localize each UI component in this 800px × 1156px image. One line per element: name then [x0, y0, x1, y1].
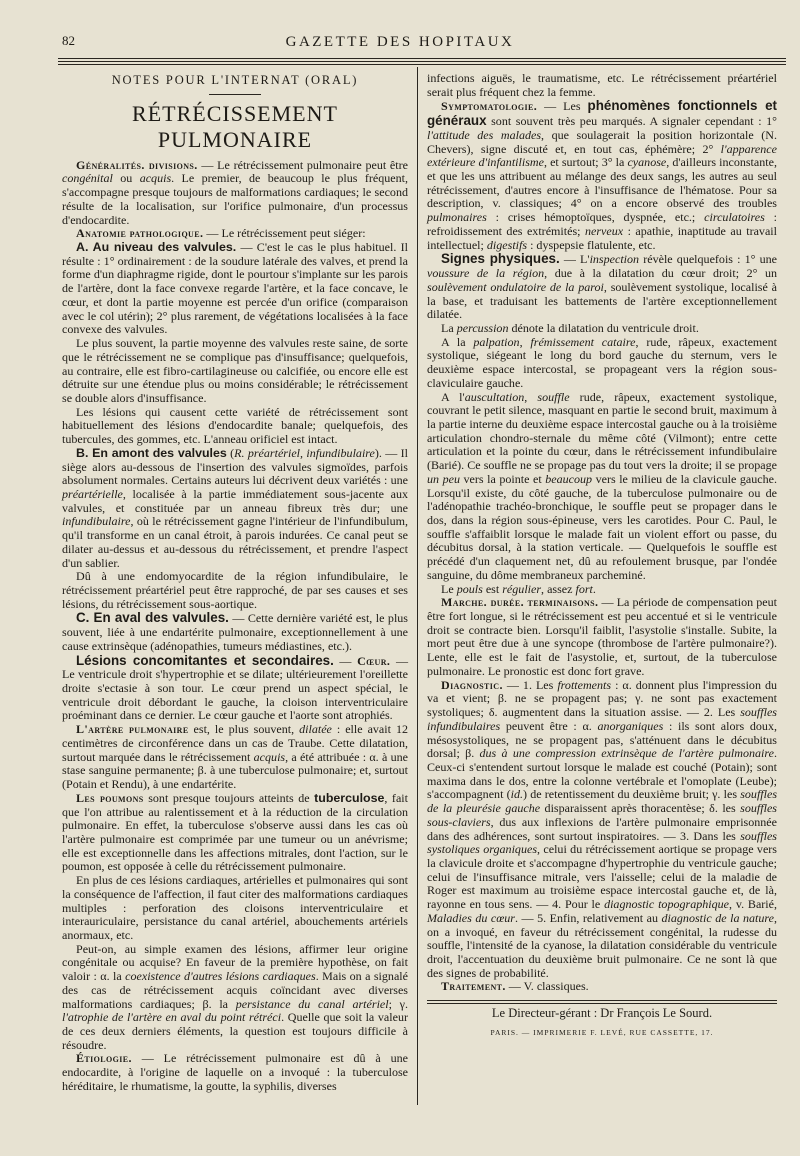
- text-run: ). — Il siège alors au-dessous de l'insertion des valvules sigmoïdes, parfois absolument normales. Certains auteurs lui décrivent deux variétés : une: [62, 445, 408, 488]
- paragraph: [62, 611, 408, 653]
- paragraph: [62, 159, 408, 228]
- text-run: , soulèvement systolique, localisé à la base, et traduisant les battements de l'artère exceptionnellement dilatée.: [427, 279, 777, 322]
- italic-run: R. préartériel, infundibulaire: [234, 445, 375, 460]
- text-run: — Le rétrécissement pulmonaire peut être: [197, 157, 408, 172]
- paragraph: [427, 596, 777, 678]
- text-run: , fait que l'on attribue au ralentissement et à la réduction de la circulation pulmonaire. En effet, la tuberculose s'observe aussi dans les cas où l'artère pulmonaire est comprimée par une tumeur ou un anévrisme; elle est exceptionnelle dans les affections mitrales, dont l'action, sur le poumon, est opposée à celle du rétrécissement pulmonaire.: [62, 790, 408, 874]
- paragraph: Le plus souvent, la partie moyenne des valvules reste saine, de sorte que le rétrécissement ne se complique pas d'insuffisance; quelquefois, au contraire, elle est fibro-cartilagineuse ou calcifiée, ou encore elle est détruite sur une étendue plus ou moins considérable; le rétrécissement se double alors d'insuffisance.: [62, 336, 408, 405]
- italic-run: fort: [575, 581, 593, 596]
- italic-run: beaucoup: [545, 471, 593, 486]
- left-column: [62, 72, 408, 1094]
- text-run: (: [226, 445, 235, 460]
- italic-run: nerveux: [584, 223, 624, 238]
- italic-run: voussure de la région: [427, 266, 545, 281]
- text-run: est, le plus souvent,: [188, 722, 300, 737]
- text-run: Peut-on, au simple examen des lésions, affirmer leur origine congénitale ou acquise? En faveur de la première hypothèse, on fait valoir : α. la: [62, 941, 408, 984]
- italic-run: pulmonaires: [427, 210, 487, 225]
- paragraph: [427, 322, 777, 336]
- text-run: révèle quelquefois : 1° une: [639, 252, 777, 267]
- title-rule: [209, 94, 261, 95]
- paragraph: [427, 391, 777, 583]
- italic-run: circulatoires: [704, 210, 765, 225]
- subsection-heading: C. En aval des valvules.: [76, 610, 229, 626]
- text-run: ou: [112, 171, 140, 186]
- italic-run: diagnostic topographique: [604, 897, 730, 912]
- text-run: La: [441, 320, 457, 335]
- text-run: .: [592, 581, 596, 596]
- text-run: ,: [524, 389, 538, 404]
- italic-run: diagnostic de la nature: [661, 910, 774, 925]
- italic-run: acquis: [253, 749, 286, 764]
- text-run: : elle avait 12 centimètres de circonférence dans un cas de Traube. Cette dilatation, surtout marquée dans le rétrécissement: [62, 722, 408, 764]
- italic-run: inspection: [589, 252, 640, 267]
- text-run: — Les: [537, 99, 588, 114]
- bold-run: phénomènes fonctionnels et généraux: [427, 98, 777, 129]
- text-run: rude, râpeux, exactement systolique, couvrant le petit silence, masquant en partie le second bruit, maximum à la partie interne du deuxième espace intercostal gauche ou à la troisième articulation chondro-sternale du même côté (Vilmont); entre cette articulation et la pointe du cœur, dans le rétrécissement infundibulaire (Barié). Ce souffle ne se propage pas du tout vers la droite; il se propage: [427, 389, 777, 473]
- header-rule: [58, 64, 786, 65]
- text-run: sont presque toujours atteints de: [143, 790, 315, 805]
- paragraph: [427, 252, 777, 322]
- managing-director-line: Le Directeur-gérant : Dr François Le Sourd.: [491, 1006, 713, 1021]
- text-run: peuvent être : α.: [500, 718, 598, 733]
- text-run: — Cette dernière variété est, le plus souvent, liée à une endartérite pulmonaire, exceptionnellement à une cause extrinsèque (adénopathies, tumeurs médiastines, etc.).: [62, 611, 408, 653]
- paragraph: [62, 723, 408, 792]
- text-run: . Quelle que soit la valeur de ces deux derniers éléments, la question est toujours difficile à résoudre.: [62, 1010, 408, 1052]
- text-run: . — 5. Enfin, relativement au: [515, 910, 662, 925]
- paragraph: [62, 1052, 408, 1093]
- text-run: , que soulagerait la position horizontale (N. Chevers), signe discuté et, en tout cas, éphémère; 2°: [427, 127, 777, 156]
- section-lead: Généralités. divisions.: [76, 157, 198, 172]
- italic-run: souffles sous-claviers: [427, 801, 777, 829]
- italic-run: dus à une compression extrinsèque de l'artère pulmonaire: [479, 746, 774, 761]
- italic-run: palpation: [473, 334, 520, 349]
- italic-run: auscultation: [464, 389, 525, 404]
- text-run: — La période de compensation peut être fort longue, si le rétrécissement est peu accentué et si le ventricule droit se contracte bien. Lorsqu'il faiblit, l'asystolie s'installe. Subite, la mort peut être due à une syncope (thrombose de l'artère pulmonaire?). Lente, elle est le fait de l'asystolie, et, surtout, de la tuberculose pulmonaire. Le pronostic est donc fort grave.: [427, 595, 778, 678]
- italic-run: frottements: [557, 677, 612, 692]
- text-run: vers le milieu de la clavicule gauche. Lorsqu'il existe, du côté gauche, de la tuberculose pulmonaire ou de l'adénopathie trachéo-bronchique, le souffle peut se propager dans le dos, dans la région sous-épineuse, vers les carotides. Pour C. Paul, le souffle s'affaiblit lorsque le malade fait un violent effort ou passe, du décubitus dorsal, à la station verticale. — Quelquefois le souffle est précédé d'un claquement net, dû au refoulement brusque, par l'ondée sanguine, du dôme membraneux parcheminé.: [427, 471, 777, 582]
- italic-run: pouls: [456, 581, 483, 596]
- printer-imprint: PARIS. — IMPRIMERIE F. LEVÉ, RUE CASSETTE, 17.: [490, 1027, 714, 1037]
- text-run: , v. Barié,: [729, 897, 778, 912]
- paragraph: [62, 654, 408, 724]
- italic-run: l'atrophie de l'artère en aval du point rétréci: [62, 1010, 282, 1025]
- paragraph: [62, 447, 408, 570]
- text-run: — Le rétrécissement peut siéger:: [203, 226, 366, 241]
- italic-run: souffle: [537, 389, 570, 404]
- text-run: — Le rétrécissement pulmonaire est dû à une endocardite, à l'origine de laquelle on a invoqué : la tuberculose héréditaire, le rhumatisme, la goutte, la syphilis, diverses: [62, 1051, 408, 1093]
- text-run: est: [482, 581, 503, 596]
- section-lead: Étiologie.: [76, 1051, 132, 1066]
- italic-run: l'attitude des malades: [427, 127, 542, 142]
- italic-run: souffles infundibulaires: [427, 705, 777, 733]
- italic-run: frémissement cataire: [530, 334, 636, 349]
- italic-run: l'apparence extérieure d'infantilisme: [427, 141, 777, 170]
- text-run: , localisée à la partie immédiatement sous-jacente aux valvules, et constituée par un anneau fibreux très dur; une: [62, 486, 408, 515]
- page-number: 82: [62, 33, 75, 48]
- paragraph: [427, 980, 777, 994]
- text-run: vers la pointe et: [459, 471, 546, 486]
- italic-run: congénital: [62, 171, 113, 186]
- text-run: , dus aux inflexions de l'artère pulmonaire emprisonnée dans des adhérences, sont surtout inspiratoires. — 3. Dans les: [427, 814, 777, 843]
- text-run: — C'est le cas le plus habituel. Il résulte : 1° ordinairement : de la soudure latérale des valves, et prend la forme d'un diaphragme rigide, dont le pourtour s'implante sur les parois de l'artère, dont la face convexe regarde l'artère, et la face concave, le cœur, et dont la partie moyenne est percée d'un orifice (comparaison avec le col utérin); 2° plus rarement, de végétations localisées à la face convexe des valvules.: [62, 240, 408, 337]
- paragraph: [427, 583, 777, 597]
- italic-run: persistance du canal artériel: [235, 996, 389, 1011]
- header-rule: [58, 58, 786, 59]
- text-run: disparaissent après thoracentèse; δ. les: [540, 801, 741, 816]
- header-rule: [58, 61, 786, 62]
- text-run: — Le ventricule droit s'hypertrophie et se dilate; ultérieurement l'oreillette droite s'ectasie à son tour. Le cœur prend un aspect spécial, le ventricule droit débordant le gauche, la cloison interventriculaire proéminant dans ce dernier. Le cœur gauche et l'aorte sont atrophiés.: [62, 653, 408, 723]
- text-run: ,: [519, 334, 531, 349]
- section-lead: Traitement.: [441, 979, 506, 994]
- subsection-heading: Lésions concomitantes et secondaires.: [76, 652, 334, 668]
- text-run: sont souvent très peu marqués. A signaler cependant : 1°: [486, 114, 777, 129]
- italic-run: souffles de la pleurésie gauche: [427, 787, 778, 816]
- paragraph: [62, 241, 408, 337]
- small-caps-run: Les poumons: [76, 790, 144, 805]
- italic-run: digestifs: [486, 237, 528, 252]
- section-lead: Diagnostic.: [441, 677, 503, 692]
- text-run: — V. classiques.: [505, 979, 589, 994]
- section-lead: Symptomatologie.: [441, 99, 538, 114]
- column-divider: [417, 67, 418, 1105]
- italic-run: régulier: [502, 581, 542, 596]
- subsection-heading: B. En amont des valvules: [76, 445, 227, 460]
- text-run: , a été attribuée : α. à une stase sanguine permanente; β. à une tuberculose pulmonaire; et, surtout (Potain et Rendu), à une endartérite.: [62, 749, 408, 792]
- italic-run: préartérielle: [62, 486, 123, 501]
- paragraph: [62, 227, 408, 241]
- text-run: , celui du rétrécissement aortique se propage vers la clavicule droite et s'accompagne d'hypertrophie du ventricule gauche; celui de l'insuffisance mitrale, vers l'aisselle; celui de la maladie de Roger est maximum au troisième espace intercostal gauche et, de là, rayonne en tous sens. — 4. Pour le: [427, 842, 778, 912]
- italic-run: souffles systoliques organiques: [427, 828, 777, 857]
- footer-rule: [427, 1000, 777, 1001]
- section-kicker: NOTES POUR L'INTERNAT (ORAL): [111, 73, 359, 87]
- paragraph: [62, 792, 408, 874]
- paragraph: Les lésions qui causent cette variété de rétrécissement sont habituellement des lésions d'endocardite banale; quelquefois, des tubercules, des gommes, etc. L'anneau orificiel est intact.: [62, 404, 408, 447]
- text-run: . Le premier, de beaucoup le plus fréquent, s'accompagne presque toujours de malformations cardiaques; le second résulte de la localisation, sur l'orifice pulmonaire, d'un processus d'endocardite.: [62, 171, 408, 227]
- small-caps-run: L'artère pulmonaire: [76, 722, 189, 737]
- italic-run: soulèvement ondulatoire de la paroi: [427, 279, 604, 294]
- text-run: ) de retentissement du deuxième bruit; γ. les: [523, 787, 741, 802]
- section-lead: Anatomie pathologique.: [76, 226, 204, 241]
- text-run: , assez: [541, 581, 576, 596]
- italic-run: un peu: [427, 471, 460, 486]
- italic-run: Maladies du cœur: [427, 910, 515, 925]
- italic-run: cyanose: [627, 155, 667, 170]
- text-run: , où le rétrécissement gagne l'intérieur de l'infundibulum, qu'il transforme en un canal étroit, à parois indurées. Ce canal peut se dilater au-dessus et au-dessous du rétrécissement, et prendre l'aspect d'un sablier.: [62, 514, 408, 570]
- subsection-heading: A. Au niveau des valvules.: [76, 240, 237, 255]
- italic-run: anorganiques: [597, 718, 664, 733]
- text-run: , et surtout; 3° la: [543, 155, 628, 170]
- paragraph: [427, 679, 777, 981]
- paragraph: [427, 336, 777, 391]
- italic-run: infundibulaire: [62, 514, 131, 529]
- section-lead: Marche. durée. terminaisons.: [441, 595, 599, 610]
- paragraph: En plus de ces lésions cardiaques, artérielles et pulmonaires qui sont la conséquence de l'affection, il faut citer des malformations cardiaques multiples : perforation des cloisons interventriculaire et interauriculaire, persistance du canal artériel, abouchements artériels anormaux, etc.: [62, 873, 408, 942]
- text-run: A la: [441, 334, 474, 349]
- text-run: : refroidissement des extrémités;: [427, 210, 778, 238]
- italic-run: acquis: [139, 171, 172, 186]
- text-run: , due à la dilatation du cœur droit; 2° un: [544, 266, 777, 281]
- text-run: : crises hémoptoïques, dyspnée, etc.;: [486, 210, 705, 225]
- text-run: : α. donnent plus l'impression du va et vient; β. ne se propagent pas; γ. ne sont pas exactement systoliques; δ. augmentent dans la situation assise. — 2. Les: [427, 677, 777, 720]
- footer-rule: [427, 1003, 777, 1004]
- text-run: Le: [441, 581, 457, 596]
- paragraph: [427, 99, 777, 252]
- text-run: ; γ.: [388, 996, 408, 1011]
- text-run: : apathie, inaptitude au travail intellectuel;: [427, 223, 777, 252]
- right-column: [427, 72, 777, 1040]
- small-caps-run: Cœur.: [357, 653, 391, 668]
- italic-run: percussion: [456, 320, 509, 335]
- text-run: : ils sont alors doux, mésosystoliques, ne se propagent pas, s'atténuent dans le décubitus dorsal; β.: [427, 718, 777, 761]
- text-run: dénote la dilatation du ventricule droit.: [508, 320, 699, 335]
- text-run: — 1. Les: [502, 677, 558, 692]
- italic-run: dilatée: [299, 722, 332, 737]
- text-run: , on a invoqué, en faveur du rétrécissement congénital, la rudesse du souffle, l'intensité de la cyanose, la dilatation considérable du ventricule droit, l'accentuation du deuxième bruit pulmonaire. Ce ne sont là que des signes de probabilité.: [427, 910, 778, 980]
- text-run: . Mais on a signalé des cas de rétrécissement acquis coïncidant avec diverses malformations cardiaques; β. la: [62, 969, 408, 1011]
- text-run: —: [333, 653, 358, 668]
- paragraph: infections aiguës, le traumatisme, etc. Le rétrécissement préartériel serait plus fréquent chez la femme.: [427, 71, 777, 99]
- paragraph: Dû à une endomyocardite de la région infundibulaire, le rétrécissement préartériel peut être rapproché, de par ses causes et ses lésions, du rétrécissement sous-aortique.: [62, 569, 408, 611]
- text-run: — L': [559, 252, 590, 267]
- text-run: . Ceux-ci s'entendent surtout lorsque le malade est couché (Potain); sont maxima dans le dos, entre la colonne vertébrale et l'omoplate (Leube); s'accompagnent (: [427, 746, 778, 802]
- text-run: : dyspepsie flatulente, etc.: [527, 237, 656, 252]
- italic-run: coexistence d'autres lésions cardiaques: [125, 969, 316, 984]
- italic-run: id.: [510, 787, 524, 802]
- paragraph: [62, 943, 408, 1053]
- subsection-heading: Signes physiques.: [441, 251, 560, 267]
- text-run: , rude, râpeux, exactement systolique, siégeant le long du bord gauche du sternum, vers le deuxième espace intercostal, se propageant vers la région sous-claviculaire gauche.: [427, 334, 777, 390]
- bold-run: tuberculose: [314, 790, 385, 805]
- text-run: , d'ailleurs inconstante, et que les uns attribuent au mélange des deux sangs, les autres au seul rétrécissement, d'autres encore à l'insuffisance de l'hématose. Pour sa description, v. classiques; 4° on a encore observé des troubles: [427, 155, 777, 211]
- article-title: RÉTRÉCISSEMENT PULMONAIRE: [132, 100, 338, 152]
- text-run: A l': [441, 389, 465, 404]
- running-title: GAZETTE DES HOPITAUX: [285, 34, 515, 50]
